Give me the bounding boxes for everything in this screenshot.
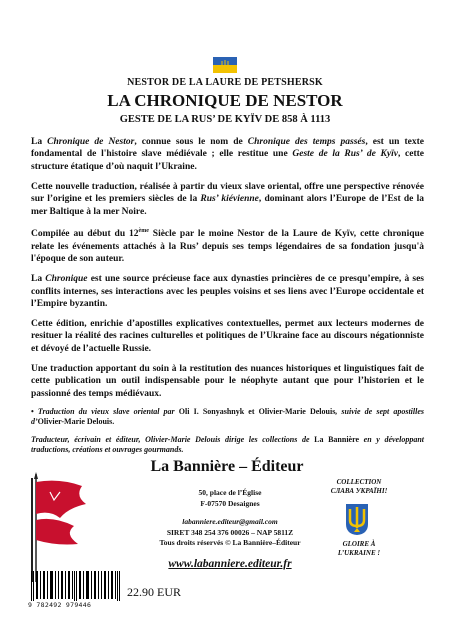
publisher-address1: 50, place de l’Église [198,488,262,497]
rights-notice: Tous droits réservés © La Bannière–Éditeur [159,538,301,547]
book-title: LA CHRONIQUE DE NESTOR [107,91,343,110]
publisher-address2: F-07570 Desaignes [200,498,260,508]
translator-note: Traducteur, écrivain et éditeur, Olivier-Marie Delouis dirige les collections de La Bannière en y développant traductions, créations et ouvrages gourmands. [31,435,424,455]
paragraph-4: La Chronique est une source précieuse face aux dynasties princières de ce presqu’empire, à ses conflits internes, ses interactions avec les peuples voisins et ses liens avec l’Europe occidentale et l’Empire byzantin. [31,274,425,310]
price: 22.90 EUR [127,585,181,599]
publisher-banner-logo [20,470,95,585]
ukraine-flag-icon [213,57,237,73]
collection-motto: GLOIRE À L’UKRAINE ! [337,540,381,557]
publisher-website-link[interactable]: www.labanniere.editeur.fr [168,558,292,570]
back-cover-text [31,136,424,463]
collection-title: COLLECTION СЛАВА УКРАЇНІ! [330,478,388,495]
paragraph-6: Une traduction apportant du soin à la restitution des nuances historiques et linguistiques fait de cette publication un outil indispensable pour le néophyte autant que pour l’historien et le passionné des temps médiévaux. [31,363,424,399]
publisher-email[interactable]: labanniere.editeur@gmail.com [182,517,278,526]
publisher-siret: SIRET 348 254 376 00026 – NAP 5811Z [166,527,294,537]
paragraph-1: La Chronique de Nestor, connue sous le nom de Chronique des temps passés, est un texte fondamental de l'histoire slave médiévale ; elle restitue une Geste de la Rus’ de Kyïv, cette structure étatique d’où naquit l’Ukraine. [31,137,425,172]
ukraine-trident-shield-icon [344,502,370,536]
publisher-name: La Bannière – Éditeur [150,458,304,475]
publisher-details [110,488,350,549]
book-subtitle: GESTE DE LA RUS’ DE KYÏV DE 858 À 1113 [119,114,331,125]
paragraph-5: Cette édition, enrichie d’apostilles explicatives contextuelles, permet aux lecteurs modernes de resituer la réalité des racines culturelles et politiques de l’Ukraine face au discours négationniste et dévoyé de l’actuelle Russie. [31,319,424,354]
barcode-digits: 9 782492 979446 [28,601,92,609]
isbn-barcode [31,571,121,601]
paragraph-3: Compilée au début du 12ème Siècle par le moine Nestor de la Laure de Kyïv, cette chronique relate les événements attachés à la Rus’ depuis ses temps légendaires de sa fondation jusqu'à l'époque de son auteur. [31,228,424,265]
translation-note: • Traduction du vieux slave oriental par Oli I. Sonyashnyk et Olivier-Marie Delouis, suivie de sept apostilles d’Olivier-Marie Delouis. [31,407,424,427]
paragraph-2: Cette nouvelle traduction, réalisée à partir du vieux slave oriental, offre une perspective rénovée sur l’origine et les premiers siècles de la Rus’ kiévienne, dominant alors l’Europe de l’Est de la mer Baltique à la mer Noire. [31,181,424,217]
author-line: NESTOR DE LA LAURE DE PETSHERSK [127,77,323,88]
trident-icon [221,59,229,71]
